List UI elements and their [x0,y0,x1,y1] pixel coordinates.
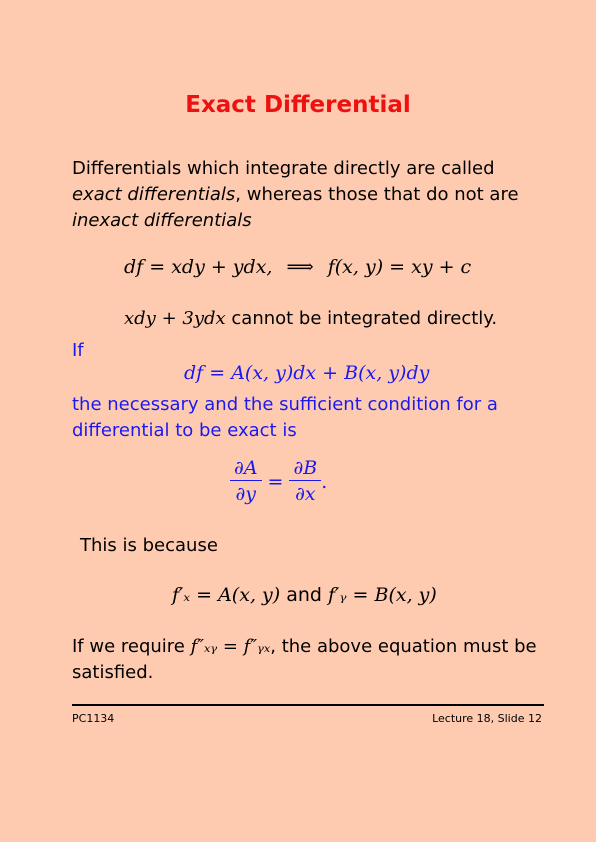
partial-y-equation: f′ᵧ = B(x, y) [328,584,437,606]
fraction-right-denominator: ∂x [295,483,316,505]
equation-exactness-condition [230,456,327,507]
equation-partials [172,584,437,606]
fraction-right-numerator: ∂B [289,456,321,481]
condition-text: the necessary and the sufficient condition for a differential to be exact is [72,394,498,441]
implies-arrow: ⟹ [286,256,314,278]
closing-math: f″ₓᵧ = f″ᵧₓ [190,636,271,657]
closing-paragraph [72,634,542,686]
equation-rhs: f(x, y) = xy + c [327,256,472,278]
because-text: This is because [80,535,218,556]
intro-text-1: Differentials which integrate directly are called [72,158,495,179]
inexact-example-math: xdy + 3ydx [124,308,226,329]
fraction-right [289,456,321,507]
inexact-example-text: cannot be integrated directly. [225,308,498,329]
intro-term-inexact: inexact differentials [72,210,252,231]
period: . [321,470,328,493]
fraction-left-numerator: ∂A [230,456,262,481]
equation-general-differential: df = A(x, y)dx + B(x, y)dy [184,362,430,384]
closing-text-1: If we require [72,636,191,657]
slide-title: Exact Differential [185,92,411,118]
fraction-left-denominator: ∂y [235,483,257,505]
intro-term-exact: exact differentials [72,184,236,205]
footer-course-code: PC1134 [72,712,115,725]
intro-paragraph [72,156,542,234]
footer-slide-number: Lecture 18, Slide 12 [432,712,542,725]
and-word: and [286,584,322,606]
equation-exact-example [124,256,471,278]
fraction-left [230,456,262,507]
equals-sign: = [267,470,284,493]
inexact-example [124,308,497,329]
intro-text-2: , whereas those that do not are [235,184,519,205]
footer-divider [72,704,544,706]
partial-x-equation: f′ₓ = A(x, y) [172,584,281,606]
equation-lhs: df = xdy + ydx, [124,256,273,278]
closing-text-2: , the above equation must be satisfied. [72,636,537,683]
if-label: If [72,340,84,361]
